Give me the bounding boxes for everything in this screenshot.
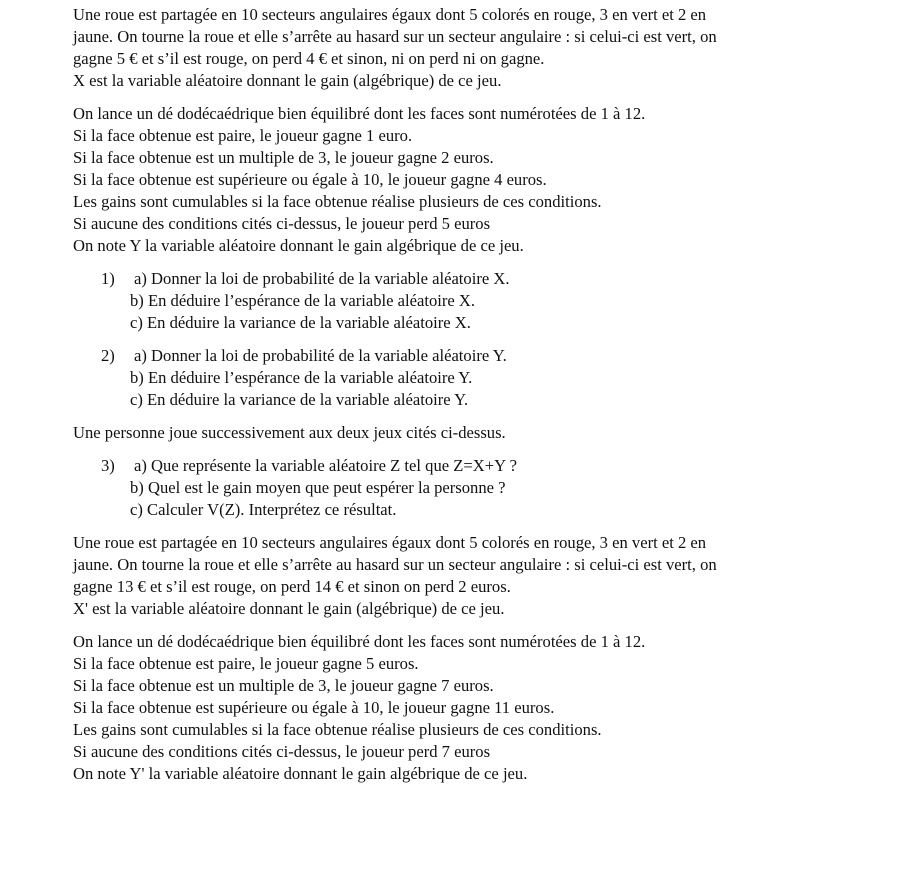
dice-game-prime-paragraph bbox=[73, 631, 903, 785]
question-part-a: a) Donner la loi de probabilité de la variable aléatoire Y. bbox=[134, 346, 507, 365]
question-part-b: b) En déduire l’espérance de la variable aléatoire X. bbox=[130, 291, 476, 310]
spacer bbox=[73, 521, 903, 532]
question-part-c: c) Calculer V(Z). Interprétez ce résultat. bbox=[130, 500, 397, 519]
text-line: On note Y' la variable aléatoire donnant le gain algébrique de ce jeu. bbox=[73, 764, 528, 783]
question-2 bbox=[73, 345, 903, 411]
wheel-game-prime-paragraph bbox=[73, 532, 903, 620]
text-line: Une roue est partagée en 10 secteurs angulaires égaux dont 5 colorés en rouge, 3 en vert et 2 en bbox=[73, 5, 707, 24]
text-line: gagne 13 € et s’il est rouge, on perd 14 € et sinon on perd 2 euros. bbox=[73, 577, 511, 596]
spacer bbox=[73, 334, 903, 345]
question-3 bbox=[73, 455, 903, 521]
text-line: On note Y la variable aléatoire donnant le gain algébrique de ce jeu. bbox=[73, 236, 524, 255]
document-page bbox=[73, 4, 903, 785]
question-part-a: a) Que représente la variable aléatoire Z tel que Z=X+Y ? bbox=[134, 456, 517, 475]
text-line: Si aucune des conditions cités ci-dessus, le joueur perd 5 euros bbox=[73, 214, 491, 233]
text-line: Une roue est partagée en 10 secteurs angulaires égaux dont 5 colorés en rouge, 3 en vert et 2 en bbox=[73, 533, 707, 552]
text-line: X' est la variable aléatoire donnant le gain (algébrique) de ce jeu. bbox=[73, 599, 505, 618]
spacer bbox=[73, 620, 903, 631]
text-line: Si aucune des conditions cités ci-dessus, le joueur perd 7 euros bbox=[73, 742, 491, 761]
text-line: jaune. On tourne la roue et elle s’arrête au hasard sur un secteur angulaire : si celui-ci est vert, on bbox=[73, 555, 717, 574]
question-part-c: c) En déduire la variance de la variable aléatoire Y. bbox=[130, 390, 469, 409]
question-part-b: b) En déduire l’espérance de la variable aléatoire Y. bbox=[130, 368, 473, 387]
spacer bbox=[73, 411, 903, 422]
text-line: Les gains sont cumulables si la face obtenue réalise plusieurs de ces conditions. bbox=[73, 720, 602, 739]
text-line: On lance un dé dodécaédrique bien équilibré dont les faces sont numérotées de 1 à 12. bbox=[73, 104, 646, 123]
text-line: X est la variable aléatoire donnant le gain (algébrique) de ce jeu. bbox=[73, 71, 502, 90]
combined-game-intro: Une personne joue successivement aux deux jeux cités ci-dessus. bbox=[73, 423, 506, 442]
spacer bbox=[73, 257, 903, 268]
question-number: 2) bbox=[101, 346, 115, 365]
text-line: Si la face obtenue est un multiple de 3, le joueur gagne 7 euros. bbox=[73, 676, 494, 695]
spacer bbox=[73, 444, 903, 455]
question-number: 3) bbox=[101, 456, 115, 475]
spacer bbox=[73, 92, 903, 103]
text-line: Si la face obtenue est supérieure ou égale à 10, le joueur gagne 11 euros. bbox=[73, 698, 555, 717]
text-line: jaune. On tourne la roue et elle s’arrête au hasard sur un secteur angulaire : si celui-ci est vert, on bbox=[73, 27, 717, 46]
question-1 bbox=[73, 268, 903, 334]
question-number: 1) bbox=[101, 269, 115, 288]
wheel-game-paragraph bbox=[73, 4, 903, 92]
question-part-b: b) Quel est le gain moyen que peut espérer la personne ? bbox=[130, 478, 506, 497]
text-line: On lance un dé dodécaédrique bien équilibré dont les faces sont numérotées de 1 à 12. bbox=[73, 632, 646, 651]
question-part-a: a) Donner la loi de probabilité de la variable aléatoire X. bbox=[134, 269, 510, 288]
text-line: Les gains sont cumulables si la face obtenue réalise plusieurs de ces conditions. bbox=[73, 192, 602, 211]
question-part-c: c) En déduire la variance de la variable aléatoire X. bbox=[130, 313, 471, 332]
text-line: Si la face obtenue est paire, le joueur gagne 1 euro. bbox=[73, 126, 413, 145]
text-line: Si la face obtenue est un multiple de 3, le joueur gagne 2 euros. bbox=[73, 148, 494, 167]
text-line: gagne 5 € et s’il est rouge, on perd 4 € et sinon, ni on perd ni on gagne. bbox=[73, 49, 545, 68]
text-line: Si la face obtenue est supérieure ou égale à 10, le joueur gagne 4 euros. bbox=[73, 170, 547, 189]
dice-game-paragraph bbox=[73, 103, 903, 257]
text-line: Si la face obtenue est paire, le joueur gagne 5 euros. bbox=[73, 654, 419, 673]
